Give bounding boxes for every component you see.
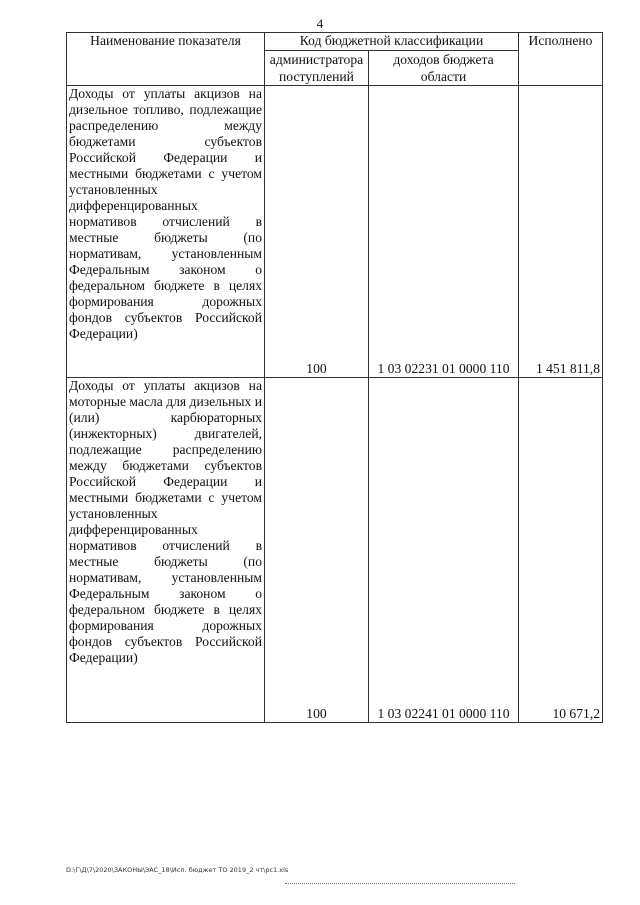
row-income-code: 1 03 02231 01 0000 110	[369, 86, 519, 378]
row-income-code: 1 03 02241 01 0000 110	[369, 378, 519, 723]
row-description: Доходы от уплаты акцизов на моторные масла для дизельных и (или) карбюраторных (инжекторных) двигателей, подлежащие распределению между бюджетами субъектов Российской Федерации и местными бюджетами с учетом установленных дифференцированных нормативов отчислений в местные бюджеты (по нормативам, установленным Федеральным законом о федеральном бюджете в целях формирования дорожных фондов субъектов Российской Федерации)	[67, 378, 265, 723]
header-row-main	[67, 33, 603, 51]
header-administrator: администратора поступлений	[265, 51, 369, 86]
budget-table	[66, 32, 603, 723]
row-executed-amount: 10 671,2	[519, 378, 603, 723]
table-row	[67, 86, 603, 378]
row-administrator-code: 100	[265, 378, 369, 723]
row-executed-amount: 1 451 811,8	[519, 86, 603, 378]
row-administrator-code: 100	[265, 86, 369, 378]
header-regional-income: доходов бюджета области	[369, 51, 519, 86]
header-executed: Исполнено	[519, 33, 603, 86]
header-budget-code: Код бюджетной классификации	[265, 33, 519, 51]
row-description: Доходы от уплаты акцизов на дизельное топливо, подлежащие распределению между бюджетами субъектов Российской Федерации и местными бюджетами с учетом установленных дифференцированных нормативов отчислений в местные бюджеты (по нормативам, установленным Федеральным законом о федеральном бюджете в целях формирования дорожных фондов субъектов Российской Федерации)	[67, 86, 265, 378]
footer-divider	[285, 883, 515, 885]
page-number: 4	[316, 16, 324, 31]
footer-file-path: D:\Г\Д\7\2020\ЗАКОНЫ\ЗАС_18\Исп. бюджет ТО 2019_2 чт\рс1.xls	[66, 866, 289, 874]
header-indicator: Наименование показателя	[67, 33, 265, 86]
table-row	[67, 378, 603, 723]
